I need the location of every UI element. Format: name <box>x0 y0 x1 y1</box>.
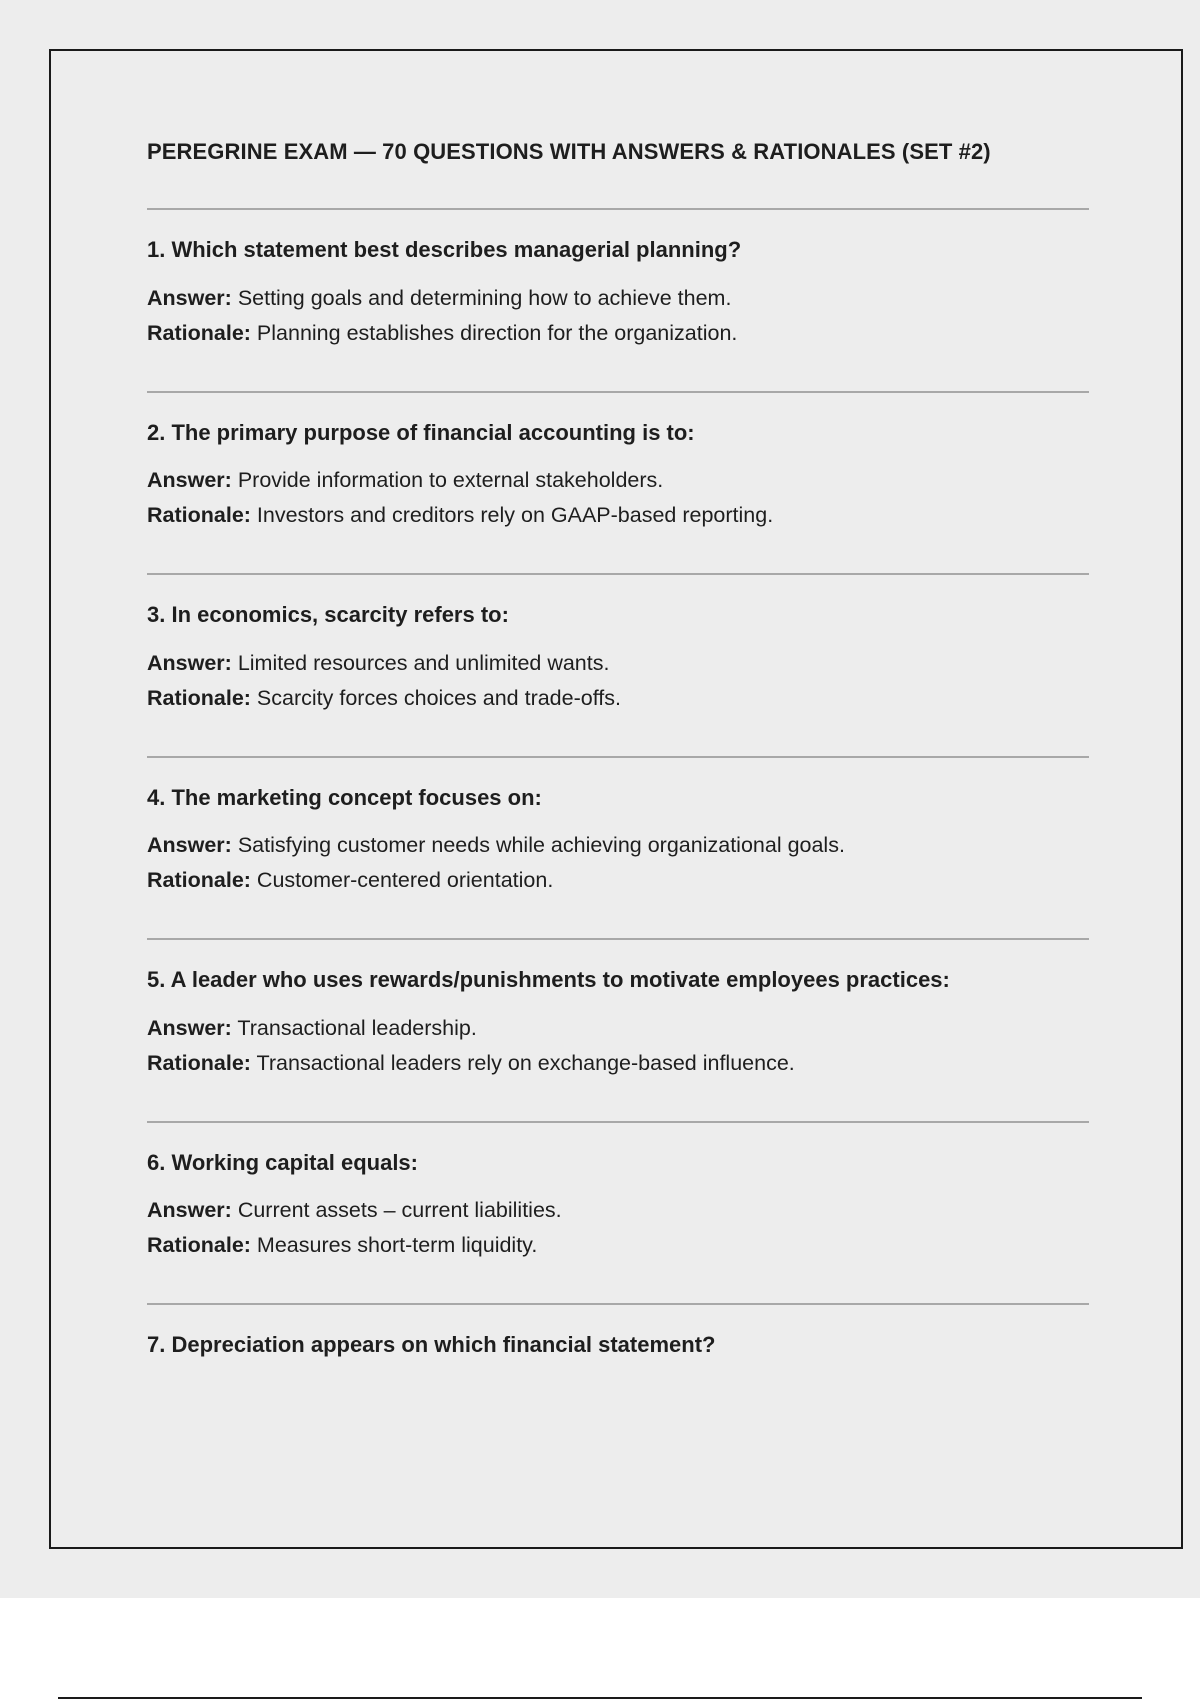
question-text: 2. The primary purpose of financial accounting is to: <box>147 419 695 445</box>
rationale-text: Measures short-term liquidity. <box>256 1233 538 1258</box>
answer-text: Provide information to external stakeholders. <box>237 468 664 493</box>
rationale-text: Customer-centered orientation. <box>256 868 554 893</box>
answer-text: Current assets – current liabilities. <box>237 1198 562 1223</box>
question-text: 3. In economics, scarcity refers to: <box>147 602 509 628</box>
answer-label: Answer: <box>147 468 232 493</box>
answer-label: Answer: <box>147 650 232 675</box>
rationale-label: Rationale: <box>147 1233 251 1258</box>
question-text: 5. A leader who uses rewards/punishments to motivate employees practices: <box>147 967 950 993</box>
question-block-5 <box>147 940 1089 1121</box>
question-block-2 <box>147 393 1089 574</box>
answer-text: Limited resources and unlimited wants. <box>237 650 610 675</box>
answer-line <box>147 281 1089 316</box>
rationale-text: Planning establishes direction for the organization. <box>256 320 738 345</box>
document-page <box>49 49 1183 1549</box>
answer-line <box>147 828 1089 863</box>
footer-rule <box>58 1697 1142 1699</box>
answer-text: Setting goals and determining how to achieve them. <box>237 285 732 310</box>
question-text: 7. Depreciation appears on which financial statement? <box>147 1332 716 1358</box>
rationale-line <box>147 498 1089 533</box>
rationale-label: Rationale: <box>147 1050 251 1075</box>
question-text: 4. The marketing concept focuses on: <box>147 784 542 810</box>
answer-text: Satisfying customer needs while achieving organizational goals. <box>237 833 845 858</box>
answer-label: Answer: <box>147 1015 232 1040</box>
rationale-line <box>147 1228 1089 1263</box>
question-text: 6. Working capital equals: <box>147 1149 418 1175</box>
rationale-label: Rationale: <box>147 868 251 893</box>
answer-text: Transactional leadership. <box>237 1015 477 1040</box>
rationale-line <box>147 681 1089 716</box>
answer-line <box>147 646 1089 681</box>
rationale-line <box>147 316 1089 351</box>
question-block-1 <box>147 210 1089 391</box>
rationale-text: Transactional leaders rely on exchange-based influence. <box>256 1050 795 1075</box>
question-block-3 <box>147 575 1089 756</box>
answer-line <box>147 1193 1089 1228</box>
rationale-label: Rationale: <box>147 685 251 710</box>
answer-label: Answer: <box>147 833 232 858</box>
answer-line <box>147 463 1089 498</box>
rationale-text: Scarcity forces choices and trade-offs. <box>256 685 621 710</box>
rationale-label: Rationale: <box>147 320 251 345</box>
rationale-text: Investors and creditors rely on GAAP-based reporting. <box>256 503 774 528</box>
answer-label: Answer: <box>147 1198 232 1223</box>
question-block-4 <box>147 758 1089 939</box>
question-text: 1. Which statement best describes managerial planning? <box>147 237 742 263</box>
question-block-6 <box>147 1123 1089 1304</box>
answer-label: Answer: <box>147 285 232 310</box>
question-block-7 <box>147 1305 1089 1359</box>
answer-line <box>147 1011 1089 1046</box>
document-title: PEREGRINE EXAM — 70 QUESTIONS WITH ANSWERS & RATIONALES (SET #2) <box>147 139 991 164</box>
rationale-line <box>147 1046 1089 1081</box>
document-content <box>147 139 1089 1376</box>
rationale-line <box>147 863 1089 898</box>
rationale-label: Rationale: <box>147 503 251 528</box>
